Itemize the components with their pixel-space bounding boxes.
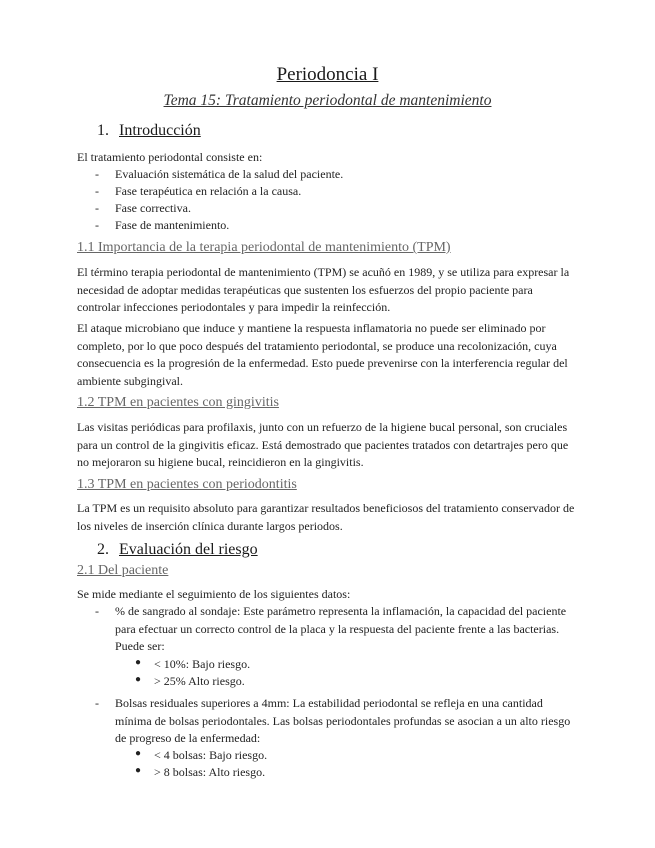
list-item-text: Fase terapéutica en relación a la causa. [115,184,302,198]
subsection-1-1-heading: 1.1 Importancia de la terapia periodontal de mantenimiento (TPM) [77,240,451,255]
section-2-title: Evaluación del riesgo [119,541,258,558]
subsection-1-2-paragraph: Las visitas periódicas para profilaxis, junto con un refuerzo de la higiene bucal personal, son cruciales para un control de la gingivitis eficaz. Está demostrado que pacientes tratados con detartrajes pero que no mejoraron su higiene bucal, reincidieron en la gingivitis. [77,420,569,469]
bullet-marker: ● [135,657,142,668]
dash-marker: - [95,184,99,198]
subsection-2-1-heading: 2.1 Del paciente [77,563,169,578]
section-1-heading [97,122,201,140]
list-item-text: Fase de mantenimiento. [115,218,230,232]
list-item-text: Evaluación sistemática de la salud del paciente. [115,167,344,181]
list-item-text: Bolsas residuales superiores a 4mm: La estabilidad periodontal se refleja en una cantidad mínima de bolsas periodontales. Las bolsas periodontales profundas se asocian a un alto riesgo de progreso de la enfermedad: [115,696,571,745]
dash-marker: - [95,201,99,215]
list-item [95,695,575,748]
list-item [95,603,575,656]
document-title: Periodoncia I [276,64,379,85]
bullet-marker: ● [135,674,142,685]
bullet-item-text: < 4 bolsas: Bajo riesgo. [154,748,268,762]
subsection-1-2-heading: 1.2 TPM en pacientes con gingivitis [77,395,279,410]
dash-marker: - [95,696,99,710]
document-subtitle: Tema 15: Tratamiento periodontal de mantenimiento [163,92,492,109]
subsection-1-3-paragraph: La TPM es un requisito absoluto para garantizar resultados beneficiosos del tratamiento conservador de los niveles de inserción clínica durante largos periodos. [77,501,575,533]
bullet-marker: ● [135,765,142,776]
subsection-1-1-paragraph-2: El ataque microbiano que induce y mantiene la respuesta inflamatoria no puede ser eliminado por completo, por lo que poco después del tratamiento periodontal, se produce una recolonización, cuya consecuencia es la progresión de la enfermedad. Esto puede prevenirse con la interferencia regular del ambiente subgingival. [77,321,568,388]
subsection-1-1-paragraph-1: El término terapia periodontal de mantenimiento (TPM) se acuñó en 1989, y se utiliza para expresar la necesidad de adoptar medidas terapéuticas que sustenten los esfuerzos del propio paciente para controlar infecciones periodontales y para impedir la reinfección. [77,265,570,314]
list-item-text: % de sangrado al sondaje: Este parámetro representa la inflamación, la capacidad del paciente para efectuar un correcto control de la placa y la respuesta del paciente frente a las bacterias. Puede ser: [115,604,567,653]
subsection-1-3-heading: 1.3 TPM en pacientes con periodontitis [77,477,297,492]
bullet-item-text: > 25% Alto riesgo. [154,674,245,688]
section-1-intro: El tratamiento periodontal consiste en: [77,150,263,164]
section-1-title: Introducción [119,122,201,139]
bullet-item-text: < 10%: Bajo riesgo. [154,657,251,671]
section-2-heading [97,541,258,559]
bullet-marker: ● [135,748,142,759]
dash-marker: - [95,218,99,232]
list-item-text: Fase correctiva. [115,201,191,215]
dash-marker: - [95,167,99,181]
subsection-2-1-intro: Se mide mediante el seguimiento de los siguientes datos: [77,587,351,601]
section-2-number: 2. [97,541,109,558]
bullet-item-text: > 8 bolsas: Alto riesgo. [154,765,266,779]
section-1-number: 1. [97,122,109,139]
dash-marker: - [95,604,99,618]
